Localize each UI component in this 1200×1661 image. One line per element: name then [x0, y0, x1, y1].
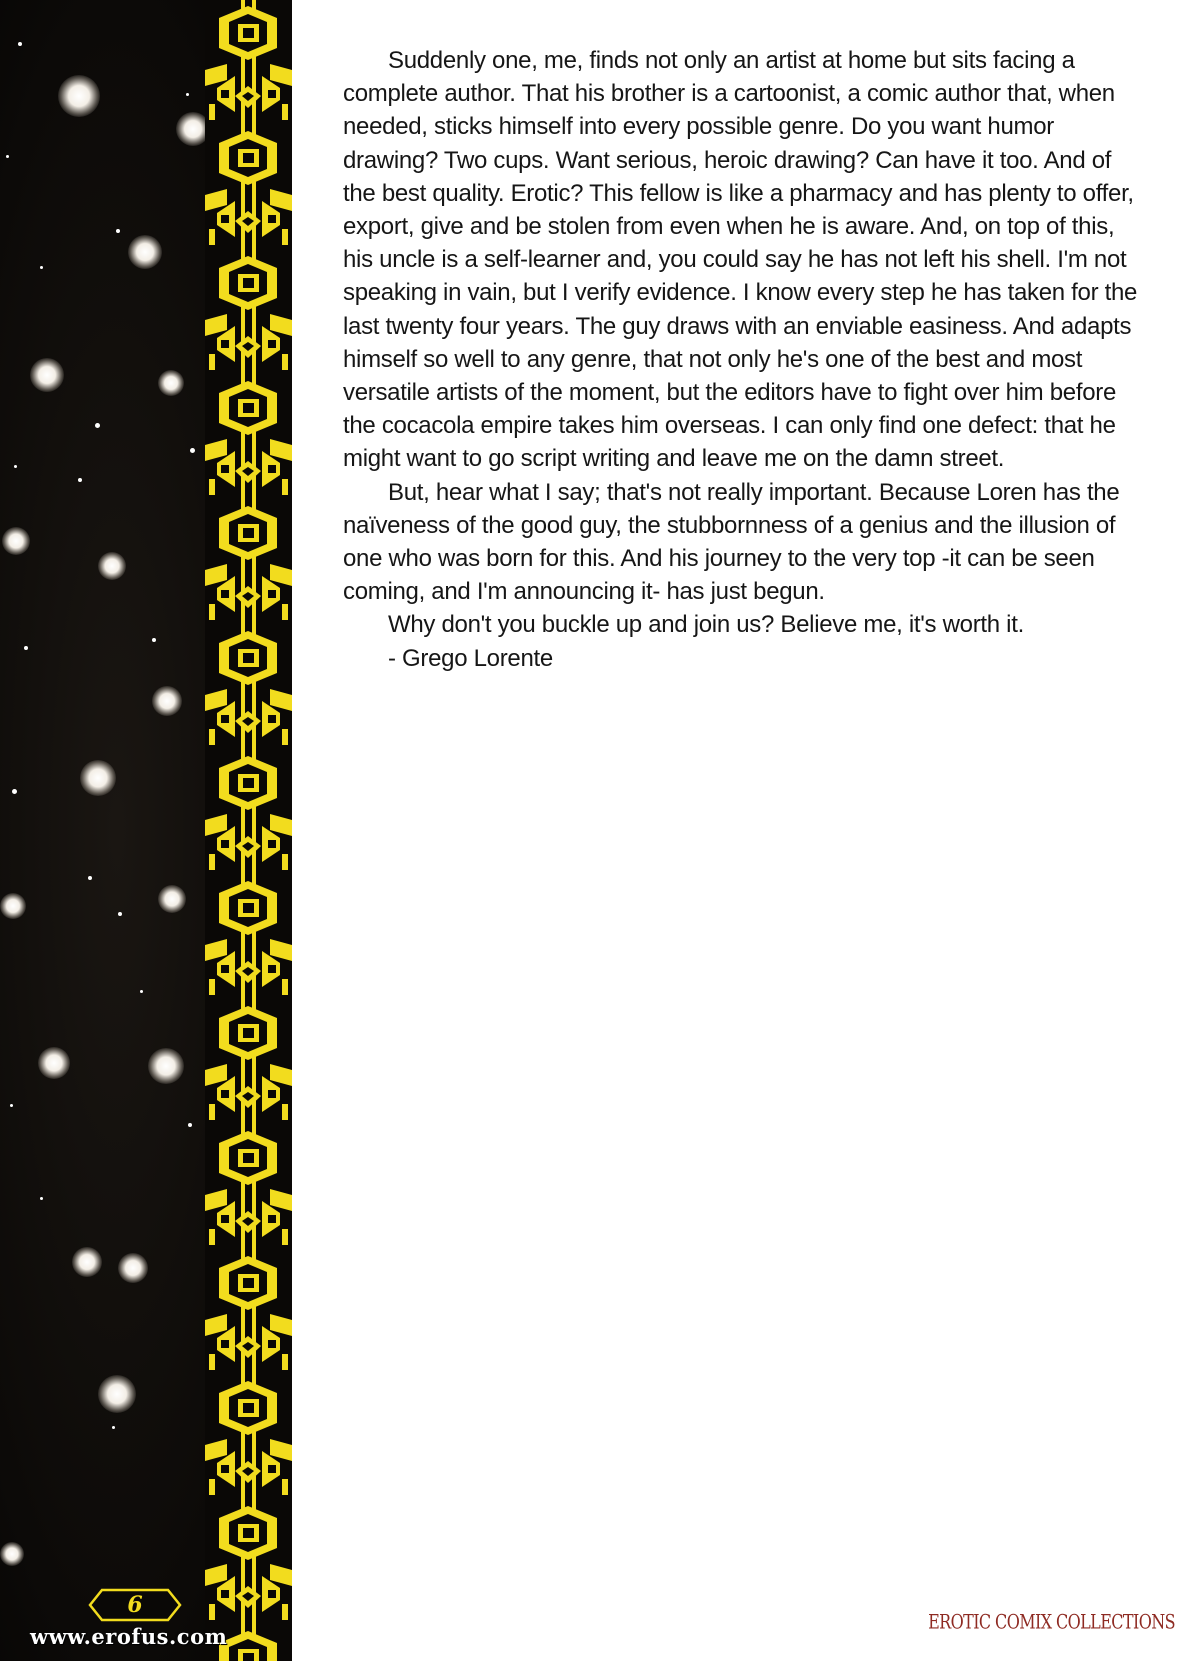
article-body	[343, 44, 1143, 675]
watermark: www.erofus.com	[30, 1624, 228, 1649]
page-number-badge	[88, 1588, 182, 1622]
article-paragraph: Why don't you buckle up and join us? Believe me, it's worth it.	[388, 611, 1024, 639]
article-paragraph: Suddenly one, me, finds not only an artist at home but sits facing a complete author. That his brother is a cartoonist, a comic author that, when needed, sticks himself into every possible genre. Do you want humor drawing? Two cups. Want serious, heroic drawing? Can have it too. And of the best quality. Erotic? This fellow is like a pharmacy and has plenty to offer, export, give and be stolen from even when he is aware. And, on top of this, his uncle is a self-learner and, you could say he has not left his shell. I'm not speaking in vain, but I verify evidence. I know every step he has taken for the last twenty four years. The guy draws with an enviable easiness. And adapts himself so well to any genre, that not only he's one of the best and most versatile artists of the moment, but the editors have to fight over him before the cocacola empire takes him overseas. I can only find one defect: that he might want to go script writing and leave me on the damn street.	[343, 47, 1138, 473]
author-signature: - Grego Lorente	[388, 644, 553, 672]
page-number: 6	[127, 1592, 143, 1618]
ornamental-border	[205, 0, 292, 1661]
publisher-brand: EROTIC COMIX COLLECTIONS	[928, 1609, 1175, 1634]
article-paragraph: But, hear what I say; that's not really important. Because Loren has the naïveness of the good guy, the stubbornness of a genius and the illusion of one who was born for this. And his journey to the very top -it can be seen coming, and I'm announcing it- has just begun.	[343, 478, 1120, 606]
